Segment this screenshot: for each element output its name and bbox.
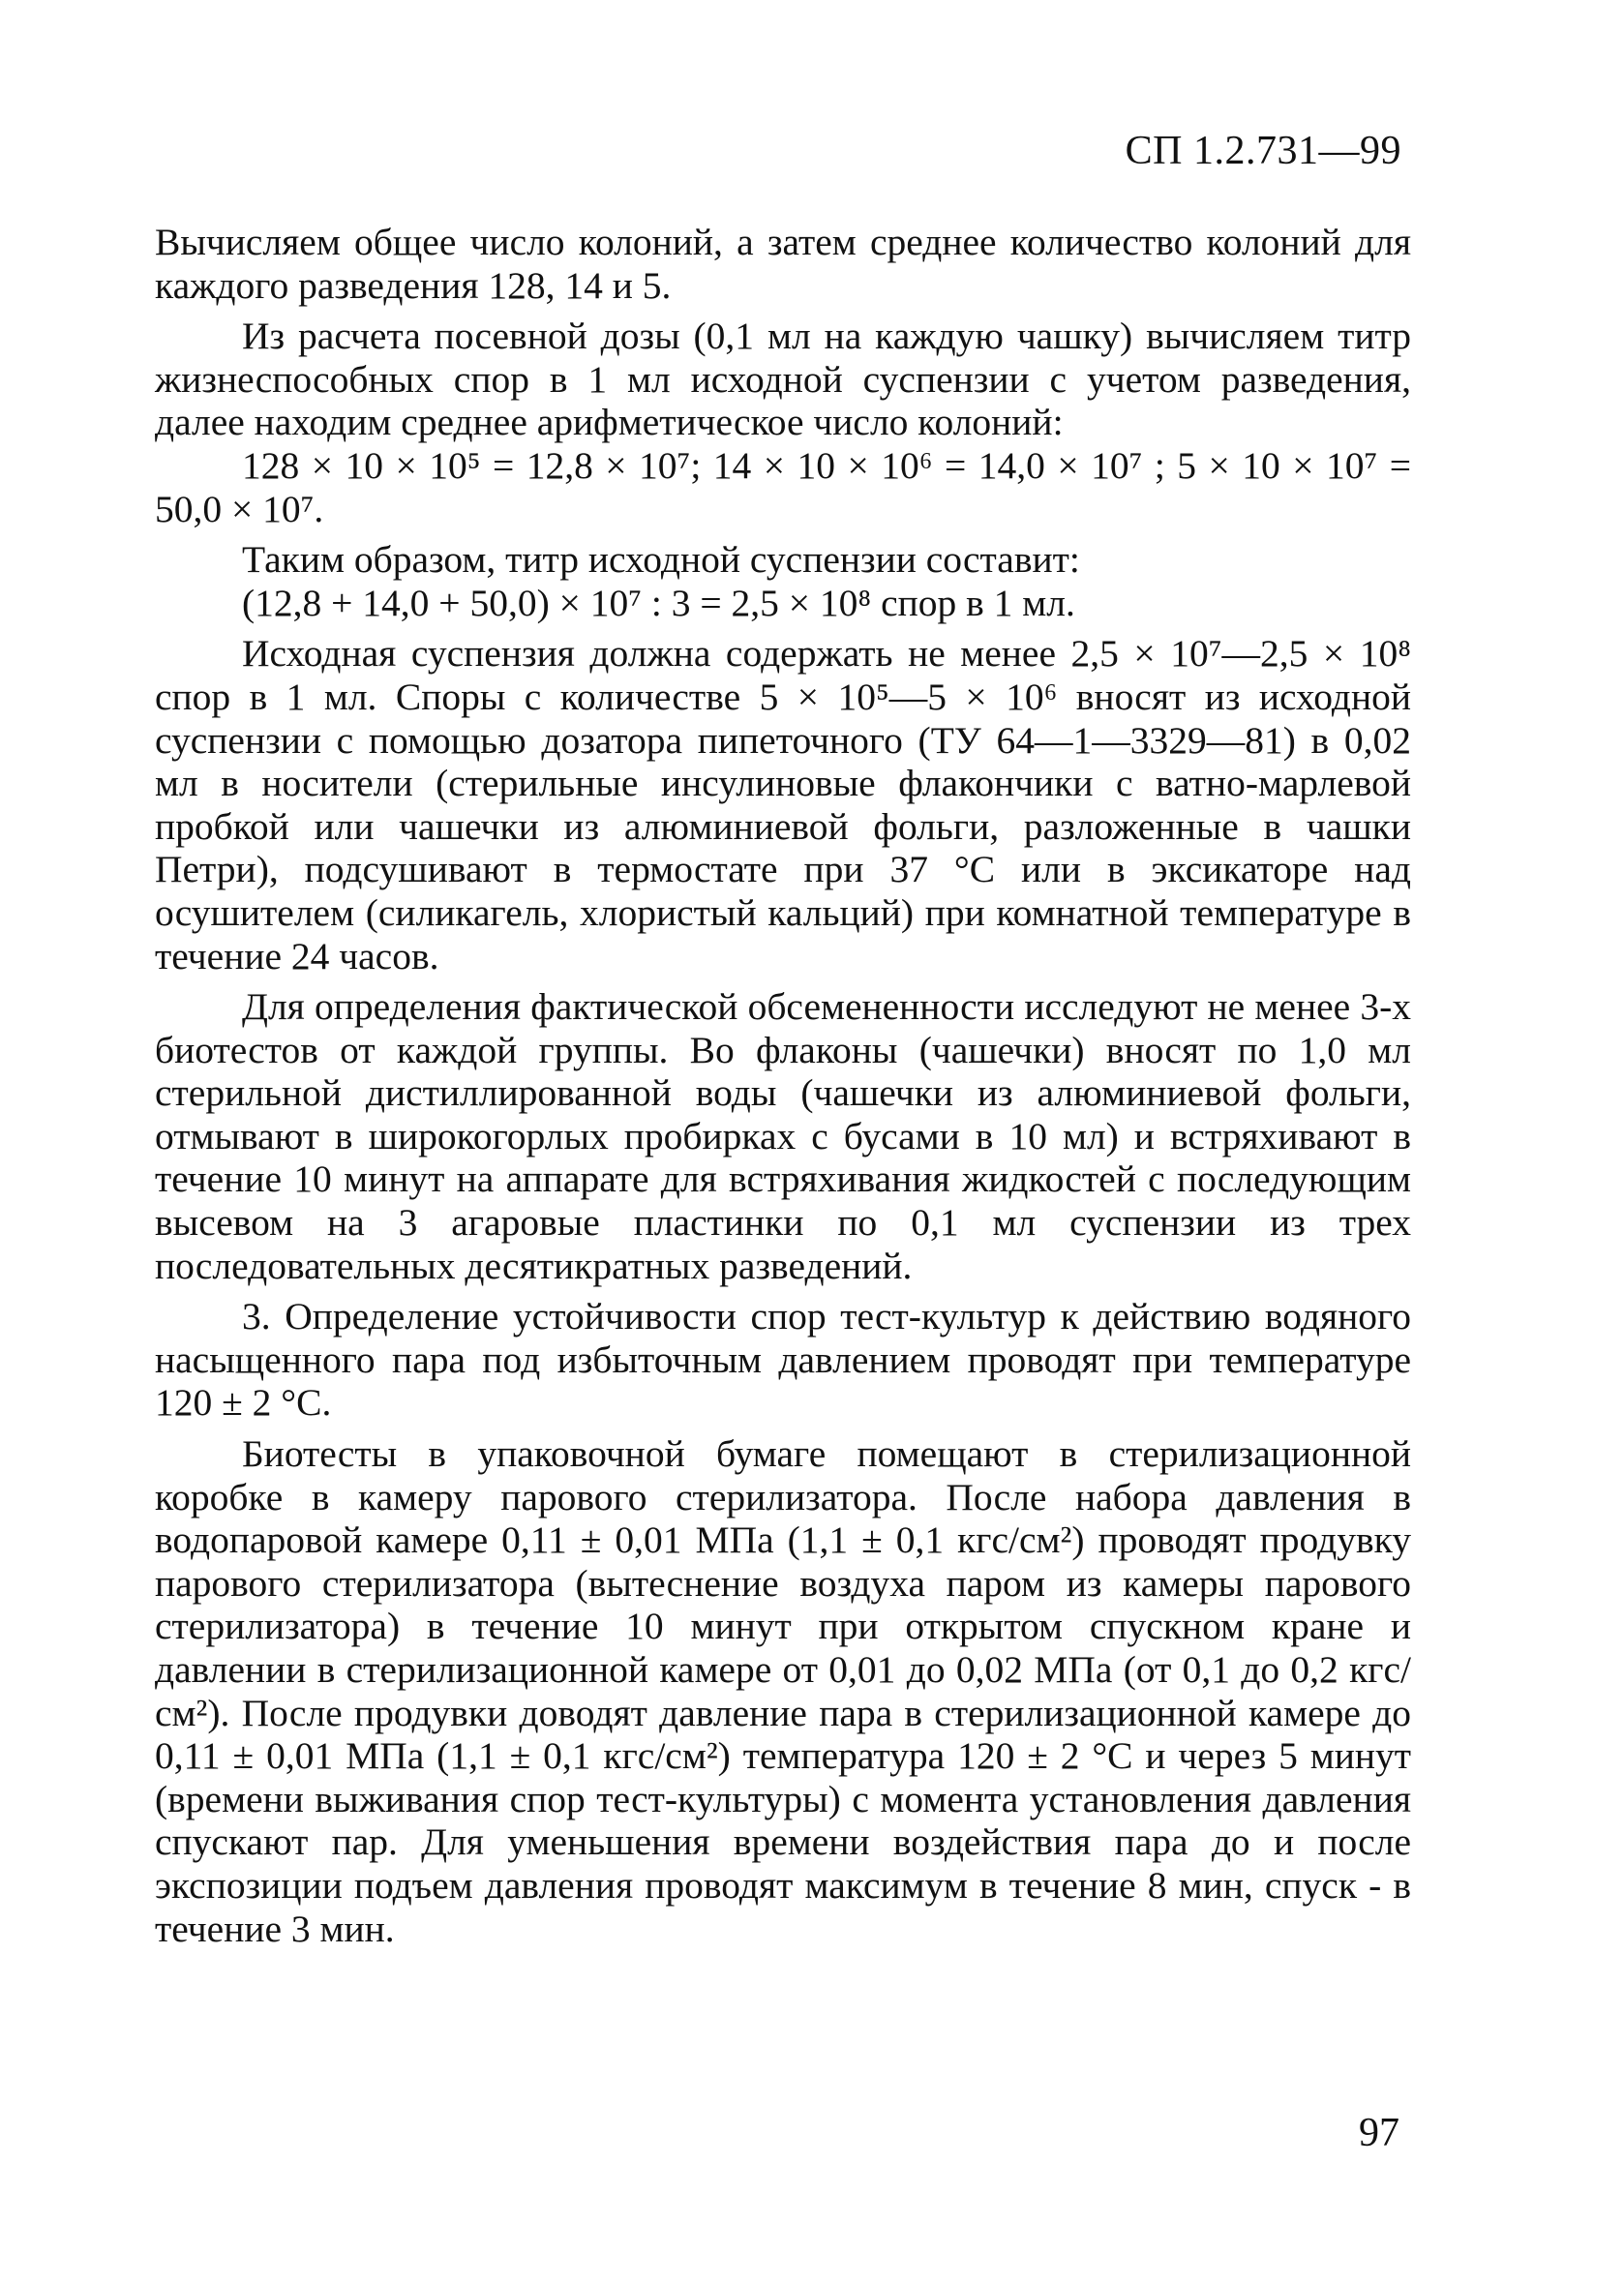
equation-titer-result: (12,8 + 14,0 + 50,0) × 10⁷ : 3 = 2,5 × 10⁸ спор в 1 мл. — [242, 581, 1075, 624]
paragraph-colony-count: Вычисляем общее число колоний, а затем среднее количество колоний для каждого разведения 128, 14 и 5. — [155, 221, 1411, 307]
body-text — [155, 221, 1411, 1950]
document-code-header: СП 1.2.731—99 — [1125, 129, 1401, 173]
page-number: 97 — [1359, 2111, 1399, 2155]
paragraph-initial-suspension: Исходная суспензия должна содержать не менее 2,5 × 10⁷—2,5 × 10⁸ спор в 1 мл. Споры с количестве 5 × 10⁵—5 × 10⁶ вносят из исходной суспензии с помощью дозатора пипеточного (ТУ 64—1—3329—81) в 0,02 мл в носители (стерильные инсулиновые флакончики с ватно-марлевой пробкой или чашечки из алюминиевой фольги, разложенные в чашки Петри), подсушивают в термостате при 37 °С или в эксикаторе над осушителем (силикагель, хлористый кальций) при комнатной температуре в течение 24 часов. — [155, 632, 1411, 977]
paragraph-titer-intro: Таким образом, титр исходной суспензии составит: — [242, 538, 1080, 582]
paragraph-actual-contamination: Для определения фактической обсемененности исследуют не менее 3-х биотестов от каждой группы. Во флаконы (чашечки) вносят по 1,0 мл стерильной дистиллированной воды (чашечки из алюминиевой фольги, отмывают в широкогорлых пробирках с бусами в 10 мл) и встряхивают в течение 10 минут на аппарате для встряхивания жидкостей с последующим высевом на 3 агаровые пластинки по 0,1 мл суспензии из трех последовательных десятикратных разведений. — [155, 985, 1411, 1287]
paragraph-titer-calculation: Из расчета посевной дозы (0,1 мл на каждую чашку) вычисляем титр жизнеспособных спор в 1 мл исходной суспензии с учетом разведения, далее находим среднее арифметическое число колоний: — [155, 315, 1411, 444]
paragraph-steam-resistance: 3. Определение устойчивости спор тест-культур к действию водяного насыщенного пара под избыточным давлением проводят при температуре 120 ± 2 °С. — [155, 1295, 1411, 1425]
equation-colony-average: 128 × 10 × 10⁵ = 12,8 × 10⁷; 14 × 10 × 10⁶ = 14,0 × 10⁷ ; 5 × 10 × 10⁷ = 50,0 × 10⁷. — [155, 443, 1411, 530]
paragraph-biotest-procedure: Биотесты в упаковочной бумаге помещают в стерилизационной коробке в камеру парового стерилизатора. После набора давления в водопаровой камере 0,11 ± 0,01 МПа (1,1 ± 0,1 кгс/см²) проводят продувку парового стерилизатора (вытеснение воздуха паром из камеры парового стерилизатора) в течение 10 минут при открытом спускном кране и давлении в стерилизационной камере от 0,01 до 0,02 МПа (от 0,1 до 0,2 кгс/см²). После продувки доводят давление пара в стерилизационной камере до 0,11 ± 0,01 МПа (1,1 ± 0,1 кгс/см²) температура 120 ± 2 °С и через 5 минут (времени выживания спор тест-культуры) с момента установления давления спускают пар. Для уменьшения времени воздействия пара до и после экспозиции подъем давления проводят максимум в течение 8 мин, спуск - в течение 3 мин. — [155, 1432, 1411, 1950]
